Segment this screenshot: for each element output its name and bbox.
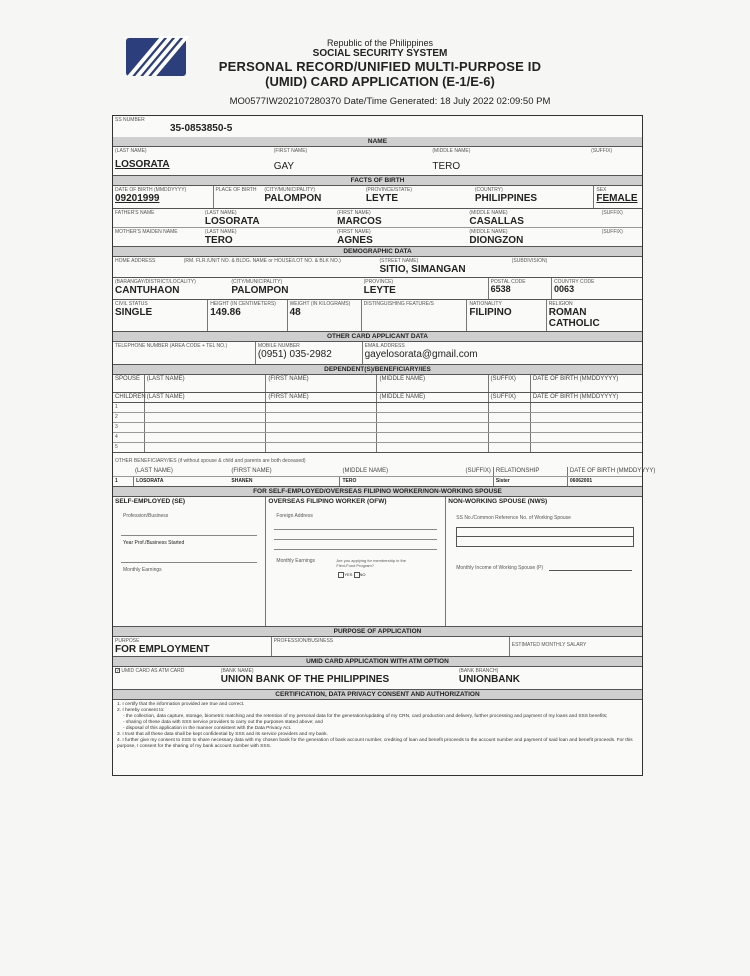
section-birth: FACTS OF BIRTH [113, 176, 642, 186]
label: (FIRST NAME) [337, 210, 371, 216]
email: gayelosorata@gmail.com [364, 349, 478, 360]
label: (LAST NAME) [145, 375, 267, 392]
label: (MIDDLE NAME) [377, 375, 488, 392]
label: (MIDDLE NAME) [469, 229, 508, 235]
se-column [113, 497, 266, 626]
label: Monthly Earnings [123, 567, 162, 573]
label: NO [359, 572, 366, 578]
label: NATIONALITY [469, 301, 502, 307]
label: (LAST NAME) [204, 210, 237, 216]
label: (FIRST NAME) [266, 393, 377, 402]
birth-country: PHILIPPINES [474, 193, 538, 204]
label: (COUNTRY) [474, 187, 503, 193]
label: SS No./Common Reference No. of Working Spouse [456, 515, 571, 521]
label: (MIDDLE NAME) [432, 148, 471, 154]
label: (SUFFIX) [601, 210, 623, 216]
label: OTHER BENEFICIARY/IES (if without spouse & child and parents are both deceased) [115, 458, 306, 464]
label: COUNTRY CODE [554, 279, 595, 285]
cert-line: 3. I trust that all these data shall be kept confidential by SSS and its service providers and my bank. [117, 732, 328, 737]
section-demographic: DEMOGRAPHIC DATA [113, 247, 642, 257]
first-name: GAY [273, 161, 295, 172]
city: PALOMPON [231, 285, 289, 296]
atm-checkbox-checked[interactable]: ✓ [116, 668, 121, 675]
label: Profession/Business [123, 513, 169, 519]
label: (LAST NAME) [135, 468, 173, 474]
barangay: CANTUHAON [115, 285, 180, 296]
last-name: LOSORATA [115, 159, 170, 170]
section-atm: UMID CARD APPLICATION WITH ATM OPTION [113, 657, 642, 667]
row-num: 3 [113, 423, 145, 432]
ss-number: 35-0853850-5 [170, 123, 233, 134]
beneficiary-last: LOSORATA [136, 478, 164, 484]
label: DATE OF BIRTH (MMDDYYYY) [115, 187, 187, 193]
label: (SUFFIX) [489, 375, 531, 392]
label: HEIGHT (IN CENTIMETERS) [210, 301, 276, 307]
label: WEIGHT (IN KILOGRAMS) [289, 301, 351, 307]
section-dependents: DEPENDENT(S)/BENEFICIARY/IES [113, 365, 642, 375]
application-form [112, 115, 656, 776]
beneficiary-relationship: Sister [494, 477, 568, 486]
cert-line: - sharing of these data with SSS service providers to carry out the purposes stated above; and [123, 720, 323, 725]
country-code: 0063 [554, 284, 575, 294]
label: UMID CARD AS ATM CARD [121, 668, 185, 674]
label: (LAST NAME) [204, 229, 237, 235]
beneficiary-first: SHANEN [229, 477, 340, 486]
weight: 48 [289, 307, 301, 318]
height: 149.86 [210, 307, 241, 318]
section-other-card: OTHER CARD APPLICANT DATA [113, 332, 642, 342]
father-first: MARCOS [337, 216, 382, 227]
country-heading: Republic of the Philippines [326, 38, 434, 48]
label: EMAIL ADDRESS [364, 343, 405, 349]
row-num: 1 [113, 477, 134, 486]
cert-line: 1. I certify that the information provided are true and correct. [117, 702, 245, 707]
label: HOME ADDRESS [115, 258, 156, 264]
label: RELATIONSHIP [494, 467, 568, 476]
label: MOBILE NUMBER [257, 343, 300, 349]
flexi-question: Are you applying for membership in the Flexi-Fund Program? [336, 558, 406, 568]
beneficiary-dob: 06062001 [569, 478, 593, 484]
section-name: NAME [113, 137, 642, 147]
section-self-employed: FOR SELF-EMPLOYED/OVERSEAS FILIPINO WORKER/NON-WORKING SPOUSE [113, 487, 642, 497]
birth-city: PALOMPON [264, 193, 322, 204]
bank-name: UNION BANK OF THE PHILIPPINES [220, 674, 390, 685]
row-num: 4 [113, 433, 145, 442]
certification-text [113, 700, 642, 775]
street: SITIO, SIMANGAN [379, 264, 466, 275]
label: PLACE OF BIRTH [215, 187, 257, 193]
birth-province: LEYTE [365, 193, 399, 204]
label: (BANK BRANCH) [458, 668, 499, 674]
mother-middle: DIONGZON [469, 235, 524, 246]
religion: ROMAN [548, 307, 587, 318]
bank-branch: UNIONBANK [458, 674, 520, 685]
label: FATHER'S NAME [115, 210, 155, 216]
label: (RM. FLR./UNIT NO. & BLDG. NAME or HOUSE/LOT NO. & BLK NO.) [183, 258, 341, 264]
label: (CITY/MUNICIPALITY) [264, 187, 316, 193]
cert-line: - disposal of this application in the manner consistent with the Data Privacy Act. [123, 726, 292, 731]
label: (SUFFIX) [601, 229, 623, 235]
section-certification: CERTIFICATION, DATA PRIVACY CONSENT AND AUTHORIZATION [113, 690, 642, 700]
label: (SUFFIX) [436, 467, 494, 476]
row-num: 2 [113, 413, 145, 422]
generated-line: MO0577IW202107280370 Date/Time Generated: 18 July 2022 02:09:50 PM [229, 96, 551, 107]
label: ESTIMATED MONTHLY SALARY [511, 642, 587, 648]
label: RELIGION [548, 301, 573, 307]
label: DATE OF BIRTH (MMDDYYYY) [532, 376, 619, 382]
postal-code: 6538 [490, 284, 511, 294]
cert-line: 4. I further give my consent to SSS to share necessary data with my chosen bank for the generation of bank account number, crediting of loan and benefit proceeds to the account number and payment of said loan and benefit proceeds. For this purpose, I consent for the sharing of my bank account number with SSS. [117, 738, 633, 749]
dob: 09201999 [115, 193, 160, 204]
label: (FIRST NAME) [266, 375, 377, 392]
label: TELEPHONE NUMBER (AREA CODE + TEL NO.) [115, 343, 228, 349]
ss-label: SS NUMBER [115, 117, 145, 123]
other-beneficiaries [113, 453, 656, 487]
label: (FIRST NAME) [273, 148, 308, 154]
cert-line: - the collection, data capture, storage, biometric matching and the retention of my personal data for the generation/updating of my CRN, card production and delivery, further processing and payment of my loans and SSS benefits; [123, 714, 608, 719]
province: LEYTE [363, 285, 396, 296]
spouse-label: SPOUSE [113, 375, 145, 392]
label: Foreign Address [276, 513, 313, 519]
mother-last: TERO [204, 235, 233, 246]
label: Monthly Earnings [276, 558, 316, 564]
label: Year Prof./Business Started [123, 540, 185, 546]
father-middle: CASALLAS [469, 216, 524, 227]
label: DATE OF BIRTH (MMDDYYYY) [532, 394, 619, 400]
ofw-title: OVERSEAS FILIPINO WORKER (OFW) [268, 498, 387, 505]
label: DATE OF BIRTH (MMDDYYYY) [569, 468, 656, 474]
nationality: FILIPINO [469, 307, 512, 318]
label: (MIDDLE NAME) [377, 393, 488, 402]
cert-line: 2. I hereby consent to: [117, 708, 165, 713]
middle-name: TERO [432, 161, 461, 172]
label: SEX [596, 187, 607, 193]
mobile-number: (0951) 035-2982 [257, 349, 332, 360]
form-title: PERSONAL RECORD/UNIFIED MULTI-PURPOSE ID [218, 59, 542, 74]
label: MOTHER'S MAIDEN NAME [115, 229, 178, 235]
label: (SUFFIX) [591, 148, 613, 154]
label: (SUBDIVISION) [511, 258, 548, 264]
label: (LAST NAME) [115, 148, 147, 154]
label: CIVIL STATUS [115, 301, 148, 307]
beneficiary-middle: TERO [342, 478, 357, 484]
label: PROFESSION/BUSINESS [273, 638, 334, 644]
children-table [113, 393, 642, 453]
label: DISTINGUISHING FEATURE/S [363, 301, 434, 307]
nws-title: NON-WORKING SPOUSE (NWS) [448, 498, 548, 505]
religion-2: CATHOLIC [548, 318, 600, 329]
se-title: SELF-EMPLOYED (SE) [115, 498, 186, 505]
label: (LAST NAME) [145, 393, 267, 402]
father-last: LOSORATA [204, 216, 260, 227]
label: (MIDDLE NAME) [342, 468, 389, 474]
row-num: 5 [113, 443, 145, 452]
label: (PROVINCE) [363, 279, 394, 285]
agency-heading: SOCIAL SECURITY SYSTEM [312, 48, 448, 59]
label: POSTAL CODE [490, 279, 526, 285]
ofw-column [266, 497, 446, 626]
section-purpose: PURPOSE OF APPLICATION [113, 627, 642, 637]
label: (BANK NAME) [220, 668, 254, 674]
label: (FIRST NAME) [231, 468, 272, 474]
label: Monthly Income of Working Spouse (P) [456, 565, 544, 571]
purpose-value: FOR EMPLOYMENT [115, 644, 210, 655]
label: PURPOSE [115, 638, 140, 644]
civil-status: SINGLE [115, 307, 153, 318]
label: (STREET NAME) [379, 258, 419, 264]
row-num: 1 [113, 403, 145, 412]
sex: FEMALE [596, 193, 638, 204]
mother-first: AGNES [337, 235, 373, 246]
label: (MIDDLE NAME) [469, 210, 508, 216]
form-title-2: (UMID) CARD APPLICATION (E-1/E-6) [265, 74, 495, 89]
label: (SUFFIX) [489, 393, 531, 402]
nws-column [446, 497, 642, 626]
label: (BARANGAY/DISTRICT/LOCALITY) [115, 279, 196, 285]
label: YES [344, 572, 353, 578]
children-label: CHILDREN [115, 394, 146, 400]
label: (PROVINCE/STATE) [365, 187, 413, 193]
label: (CITY/MUNICIPALITY) [231, 279, 283, 285]
label: (FIRST NAME) [337, 229, 371, 235]
